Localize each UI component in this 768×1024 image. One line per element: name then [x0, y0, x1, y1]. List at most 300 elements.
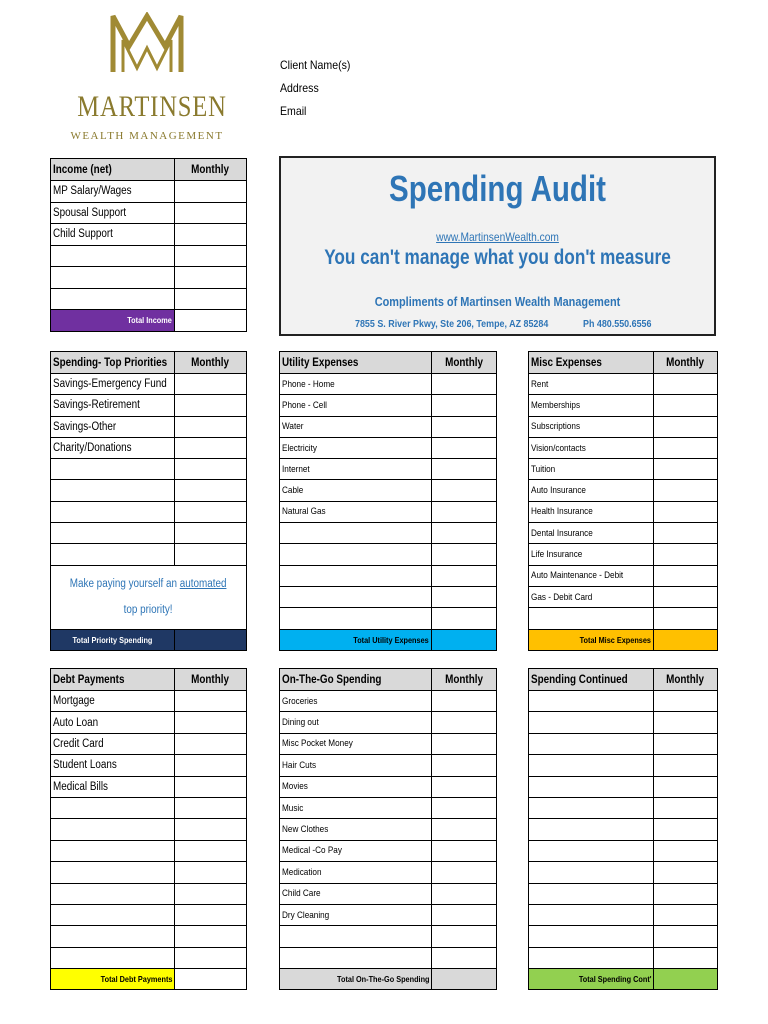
expense-label-cell[interactable]: [529, 691, 654, 712]
monthly-amount-input[interactable]: [654, 755, 718, 776]
mw-monogram-icon: [109, 12, 185, 74]
expense-label-cell[interactable]: [51, 691, 175, 712]
table-row: [280, 691, 497, 712]
expense-label-cell[interactable]: [280, 565, 432, 586]
monthly-amount-input[interactable]: [654, 862, 718, 883]
table-row: [280, 544, 497, 565]
expense-label-cell[interactable]: [280, 819, 432, 840]
table-row: [51, 819, 247, 840]
expense-label-cell[interactable]: [529, 947, 654, 968]
monthly-amount-input[interactable]: [654, 776, 718, 797]
monthly-amount-input[interactable]: [654, 523, 718, 544]
expense-label-cell[interactable]: [529, 883, 654, 904]
monthly-amount-input[interactable]: [654, 374, 718, 395]
monthly-amount-input[interactable]: [175, 437, 247, 458]
compliments-text: Compliments of Martinsen Wealth Management: [374, 294, 621, 309]
expense-label: Charity/Donations: [53, 442, 132, 455]
expense-label: Tuition: [531, 463, 556, 475]
monthly-amount-input[interactable]: [175, 374, 247, 395]
table-row: [51, 544, 247, 565]
table-row: [280, 883, 497, 904]
expense-label-cell[interactable]: [51, 288, 175, 310]
expense-label: Credit Card: [53, 737, 104, 750]
total-label-cell: [51, 310, 175, 332]
expense-label-cell[interactable]: [280, 862, 432, 883]
monthly-amount-input[interactable]: [654, 608, 718, 629]
monthly-amount-input[interactable]: [432, 904, 497, 925]
email-label: Email: [280, 104, 307, 118]
expense-label-cell[interactable]: [529, 733, 654, 754]
expense-label-cell[interactable]: [51, 840, 175, 861]
expense-label-cell[interactable]: [51, 267, 175, 289]
table-row: [280, 733, 497, 754]
table-row: [529, 712, 718, 733]
monthly-amount-input[interactable]: [432, 395, 497, 416]
category-header-label: Spending Continued: [531, 673, 628, 686]
table-row: [280, 416, 497, 437]
expense-label: Internet: [282, 463, 310, 475]
expense-label-cell[interactable]: [51, 797, 175, 818]
expense-label-cell[interactable]: [529, 565, 654, 586]
category-header: [51, 352, 175, 374]
office-phone: Ph 480.550.6556: [583, 318, 652, 330]
monthly-amount-input[interactable]: [175, 459, 247, 480]
category-header: [51, 669, 175, 691]
expense-label: New Clothes: [282, 824, 329, 836]
monthly-amount-input[interactable]: [654, 395, 718, 416]
client-name-label: Client Name(s): [280, 58, 351, 72]
expense-label: Medication: [282, 866, 322, 878]
expense-label-cell[interactable]: [280, 797, 432, 818]
expense-label: Auto Maintenance - Debit: [531, 570, 624, 582]
brand-subtitle: WEALTH MANAGEMENT: [70, 130, 224, 142]
category-header-label: On-The-Go Spending: [282, 673, 382, 686]
header-row: [280, 669, 497, 691]
table-row: [529, 480, 718, 501]
monthly-amount-input[interactable]: [175, 523, 247, 544]
expense-label-cell[interactable]: [51, 480, 175, 501]
expense-label: Music: [282, 802, 304, 814]
motto-wrap: [70, 571, 227, 623]
expense-label-cell[interactable]: [529, 586, 654, 607]
monthly-amount-input[interactable]: [432, 755, 497, 776]
monthly-amount-input[interactable]: [175, 883, 247, 904]
monthly-amount-input[interactable]: [175, 691, 247, 712]
monthly-amount-input[interactable]: [432, 883, 497, 904]
monthly-amount-input[interactable]: [654, 437, 718, 458]
monthly-amount-input[interactable]: [175, 862, 247, 883]
monthly-amount-input[interactable]: [175, 395, 247, 416]
table-row: [529, 733, 718, 754]
expense-label: Dining out: [282, 717, 319, 729]
category-header-label: Income (net): [53, 163, 112, 176]
expense-label: Phone - Home: [282, 378, 335, 390]
motto-automated-link[interactable]: automated: [180, 578, 227, 591]
table-row: [280, 712, 497, 733]
expense-label: Mortgage: [53, 695, 95, 708]
expense-label-cell[interactable]: [51, 862, 175, 883]
table-row: [280, 819, 497, 840]
expense-label-cell[interactable]: [51, 733, 175, 754]
total-amount: [175, 629, 247, 650]
total-label-cell: [529, 969, 654, 990]
expense-label-cell[interactable]: [280, 459, 432, 480]
table-row: [51, 797, 247, 818]
table-row: [51, 245, 247, 267]
expense-label: Dry Cleaning: [282, 909, 330, 921]
table-row: [51, 267, 247, 289]
monthly-amount-input[interactable]: [175, 245, 247, 267]
category-header: [280, 352, 432, 374]
expense-label: Movies: [282, 781, 308, 793]
total-label-cell: [51, 629, 175, 650]
monthly-amount-input[interactable]: [432, 608, 497, 629]
expense-label-cell[interactable]: [529, 523, 654, 544]
monthly-header: [654, 669, 718, 691]
motto-line-2: top priority!: [124, 604, 173, 617]
total-row: [51, 629, 247, 650]
website-link[interactable]: www.MartinsenWealth.com: [436, 230, 559, 244]
monthly-amount-input[interactable]: [654, 733, 718, 754]
expense-label-cell[interactable]: [529, 437, 654, 458]
expense-label-cell[interactable]: [51, 416, 175, 437]
total-label-cell: [280, 969, 432, 990]
expense-label-cell[interactable]: [51, 883, 175, 904]
monthly-amount-input[interactable]: [175, 904, 247, 925]
header-row: [529, 669, 718, 691]
monthly-amount-input[interactable]: [175, 755, 247, 776]
table-row: [51, 459, 247, 480]
expense-label-cell[interactable]: [280, 947, 432, 968]
total-row: [51, 310, 247, 332]
expense-label-cell[interactable]: [529, 712, 654, 733]
header-row: [51, 159, 247, 181]
expense-label: Vision/contacts: [531, 442, 586, 454]
expense-label-cell[interactable]: [529, 904, 654, 925]
table-row: [51, 862, 247, 883]
expense-label-cell[interactable]: [51, 459, 175, 480]
expense-label-cell[interactable]: [280, 776, 432, 797]
monthly-amount-input[interactable]: [432, 586, 497, 607]
monthly-amount-input[interactable]: [654, 544, 718, 565]
monthly-amount-input[interactable]: [654, 416, 718, 437]
category-header-label: Utility Expenses: [282, 356, 359, 369]
spending-audit-banner: [279, 156, 716, 336]
expense-label-cell[interactable]: [529, 480, 654, 501]
total-label: Total Income: [127, 315, 172, 326]
expense-label-cell[interactable]: [529, 459, 654, 480]
table-row: [280, 926, 497, 947]
expense-label-cell[interactable]: [280, 437, 432, 458]
table-row: [529, 883, 718, 904]
expense-label-cell[interactable]: [51, 712, 175, 733]
page-title: Spending Audit: [389, 168, 606, 209]
expense-label: Medical -Co Pay: [282, 845, 342, 857]
monthly-amount-input[interactable]: [175, 288, 247, 310]
expense-label-cell[interactable]: [280, 926, 432, 947]
table-row: [280, 755, 497, 776]
expense-label-cell[interactable]: [51, 544, 175, 565]
monthly-amount-input[interactable]: [432, 776, 497, 797]
address-label: Address: [280, 81, 319, 95]
expense-label-cell[interactable]: [280, 904, 432, 925]
motto-row: [51, 565, 247, 629]
table-row: [51, 395, 247, 416]
monthly-amount-input[interactable]: [654, 926, 718, 947]
monthly-amount-input[interactable]: [654, 712, 718, 733]
table-row: [51, 840, 247, 861]
monthly-amount-input[interactable]: [432, 926, 497, 947]
total-row: [529, 629, 718, 650]
expense-label-cell[interactable]: [529, 840, 654, 861]
monthly-amount-input[interactable]: [654, 904, 718, 925]
expense-label-cell[interactable]: [280, 501, 432, 522]
category-header-label: Debt Payments: [53, 673, 125, 686]
table-row: [529, 565, 718, 586]
monthly-amount-input[interactable]: [175, 947, 247, 968]
expense-label-cell[interactable]: [529, 608, 654, 629]
expense-label: Water: [282, 421, 304, 433]
expense-label: Rent: [531, 378, 549, 390]
monthly-header: [432, 352, 497, 374]
table-row: [280, 904, 497, 925]
monthly-amount-input[interactable]: [654, 947, 718, 968]
table-row: [529, 862, 718, 883]
utility-expenses-table: [279, 351, 497, 651]
expense-label: Electricity: [282, 442, 317, 454]
expense-label: Life Insurance: [531, 549, 583, 561]
monthly-amount-input[interactable]: [175, 840, 247, 861]
total-amount: [432, 969, 497, 990]
total-row: [280, 629, 497, 650]
expense-label-cell[interactable]: [280, 523, 432, 544]
total-row: [280, 969, 497, 990]
monthly-header: [654, 352, 718, 374]
monthly-amount-input[interactable]: [175, 926, 247, 947]
monthly-amount-input[interactable]: [432, 374, 497, 395]
monthly-amount-input[interactable]: [654, 565, 718, 586]
income-table: [50, 158, 247, 332]
table-row: [529, 374, 718, 395]
expense-label: Medical Bills: [53, 780, 108, 793]
monthly-amount-input[interactable]: [432, 840, 497, 861]
on-the-go-spending-table: [279, 668, 497, 990]
expense-label-cell[interactable]: [51, 202, 175, 224]
header-row: [280, 352, 497, 374]
expense-label-cell[interactable]: [280, 883, 432, 904]
expense-label: Savings-Retirement: [53, 399, 140, 412]
monthly-amount-input[interactable]: [175, 819, 247, 840]
expense-label: Auto Insurance: [531, 485, 586, 497]
monthly-amount-input[interactable]: [432, 480, 497, 501]
expense-label-cell[interactable]: [51, 245, 175, 267]
monthly-amount-input[interactable]: [432, 544, 497, 565]
monthly-amount-input[interactable]: [432, 733, 497, 754]
monthly-amount-input[interactable]: [175, 733, 247, 754]
monthly-amount-input[interactable]: [432, 947, 497, 968]
expense-label-cell[interactable]: [51, 501, 175, 522]
motto-text: [51, 565, 247, 629]
monthly-amount-input[interactable]: [175, 776, 247, 797]
misc-expenses-table: [528, 351, 718, 651]
monthly-header-label: Monthly: [445, 356, 483, 369]
expense-label-cell[interactable]: [529, 395, 654, 416]
expense-label-cell[interactable]: [280, 608, 432, 629]
table-row: [51, 501, 247, 522]
table-row: [529, 501, 718, 522]
expense-label-cell[interactable]: [280, 374, 432, 395]
table-row: [51, 181, 247, 203]
table-row: [51, 480, 247, 501]
expense-label-cell[interactable]: [51, 437, 175, 458]
header-row: [529, 352, 718, 374]
monthly-amount-input[interactable]: [654, 819, 718, 840]
total-label: Total On-The-Go Spending: [336, 974, 429, 985]
office-address: 7855 S. River Pkwy, Ste 206, Tempe, AZ 85284: [355, 318, 549, 330]
table-row: [529, 819, 718, 840]
monthly-amount-input[interactable]: [432, 797, 497, 818]
monthly-amount-input[interactable]: [175, 416, 247, 437]
expense-label-cell[interactable]: [280, 755, 432, 776]
expense-label-cell[interactable]: [529, 926, 654, 947]
monthly-amount-input[interactable]: [175, 797, 247, 818]
table-row: [280, 374, 497, 395]
expense-label-cell[interactable]: [51, 523, 175, 544]
expense-label: Subscriptions: [531, 421, 581, 433]
expense-label-cell[interactable]: [51, 776, 175, 797]
table-row: [51, 437, 247, 458]
monthly-amount-input[interactable]: [654, 883, 718, 904]
expense-label-cell[interactable]: [529, 501, 654, 522]
expense-label-cell[interactable]: [51, 395, 175, 416]
table-row: [51, 926, 247, 947]
expense-label-cell[interactable]: [529, 374, 654, 395]
monthly-header-label: Monthly: [191, 163, 230, 176]
monthly-amount-input[interactable]: [432, 862, 497, 883]
expense-label: Child Care: [282, 888, 321, 900]
table-row: [51, 947, 247, 968]
expense-label-cell[interactable]: [529, 776, 654, 797]
table-row: [280, 608, 497, 629]
monthly-amount-input[interactable]: [432, 819, 497, 840]
expense-label-cell[interactable]: [529, 416, 654, 437]
monthly-amount-input[interactable]: [432, 459, 497, 480]
table-row: [51, 712, 247, 733]
table-row: [51, 691, 247, 712]
expense-label-cell[interactable]: [280, 480, 432, 501]
expense-label-cell[interactable]: [280, 733, 432, 754]
monthly-amount-input[interactable]: [432, 712, 497, 733]
expense-label-cell[interactable]: [280, 712, 432, 733]
expense-label-cell[interactable]: [51, 374, 175, 395]
expense-label-cell[interactable]: [280, 586, 432, 607]
expense-label-cell[interactable]: [529, 755, 654, 776]
table-row: [529, 586, 718, 607]
monthly-amount-input[interactable]: [654, 840, 718, 861]
expense-label-cell[interactable]: [51, 819, 175, 840]
table-row: [280, 586, 497, 607]
total-label: Total Misc Expenses: [579, 634, 651, 645]
table-row: [280, 459, 497, 480]
expense-label: Dental Insurance: [531, 527, 593, 539]
table-row: [280, 395, 497, 416]
monthly-amount-input[interactable]: [175, 267, 247, 289]
monthly-amount-input[interactable]: [654, 691, 718, 712]
monthly-amount-input[interactable]: [432, 437, 497, 458]
expense-label-cell[interactable]: [51, 224, 175, 246]
expense-label-cell[interactable]: [529, 797, 654, 818]
total-amount: [175, 310, 247, 332]
expense-label-cell[interactable]: [280, 691, 432, 712]
monthly-amount-input[interactable]: [432, 523, 497, 544]
table-row: [280, 565, 497, 586]
total-row: [51, 969, 247, 990]
monthly-amount-input[interactable]: [654, 480, 718, 501]
monthly-amount-input[interactable]: [432, 416, 497, 437]
table-row: [529, 437, 718, 458]
expense-label: Memberships: [531, 399, 581, 411]
expense-label-cell[interactable]: [280, 395, 432, 416]
monthly-amount-input[interactable]: [654, 459, 718, 480]
monthly-header: [432, 669, 497, 691]
total-amount: [654, 969, 718, 990]
monthly-amount-input[interactable]: [432, 501, 497, 522]
expense-label-cell[interactable]: [51, 926, 175, 947]
monthly-amount-input[interactable]: [175, 501, 247, 522]
expense-label-cell[interactable]: [51, 904, 175, 925]
table-row: [51, 523, 247, 544]
expense-label-cell[interactable]: [529, 862, 654, 883]
total-amount: [175, 969, 247, 990]
expense-label: Groceries: [282, 695, 318, 707]
monthly-amount-input[interactable]: [175, 202, 247, 224]
top-priorities-table: [50, 351, 247, 651]
table-row: [280, 501, 497, 522]
tagline: You can't manage what you don't measure: [324, 246, 671, 269]
monthly-amount-input[interactable]: [654, 586, 718, 607]
expense-label-cell[interactable]: [280, 840, 432, 861]
expense-label-cell[interactable]: [51, 755, 175, 776]
monthly-amount-input[interactable]: [175, 224, 247, 246]
monthly-amount-input[interactable]: [432, 691, 497, 712]
monthly-amount-input[interactable]: [432, 565, 497, 586]
expense-label: Child Support: [53, 228, 113, 241]
total-label-cell: [51, 969, 175, 990]
expense-label-cell[interactable]: [51, 181, 175, 203]
monthly-amount-input[interactable]: [654, 797, 718, 818]
table-row: [529, 797, 718, 818]
brand-logo: [62, 12, 232, 152]
monthly-amount-input[interactable]: [175, 480, 247, 501]
monthly-amount-input[interactable]: [175, 181, 247, 203]
brand-name: MARTINSEN: [77, 90, 227, 123]
table-row: [529, 395, 718, 416]
table-row: [51, 288, 247, 310]
total-label-cell: [280, 629, 432, 650]
expense-label-cell[interactable]: [280, 416, 432, 437]
monthly-header: [175, 669, 247, 691]
monthly-amount-input[interactable]: [654, 501, 718, 522]
expense-label-cell[interactable]: [51, 947, 175, 968]
monthly-amount-input[interactable]: [175, 712, 247, 733]
expense-label-cell[interactable]: [529, 544, 654, 565]
expense-label-cell[interactable]: [280, 544, 432, 565]
table-row: [51, 755, 247, 776]
category-header-label: Misc Expenses: [531, 356, 602, 369]
monthly-amount-input[interactable]: [175, 544, 247, 565]
total-label: Total Debt Payments: [100, 974, 172, 985]
expense-label-cell[interactable]: [529, 819, 654, 840]
